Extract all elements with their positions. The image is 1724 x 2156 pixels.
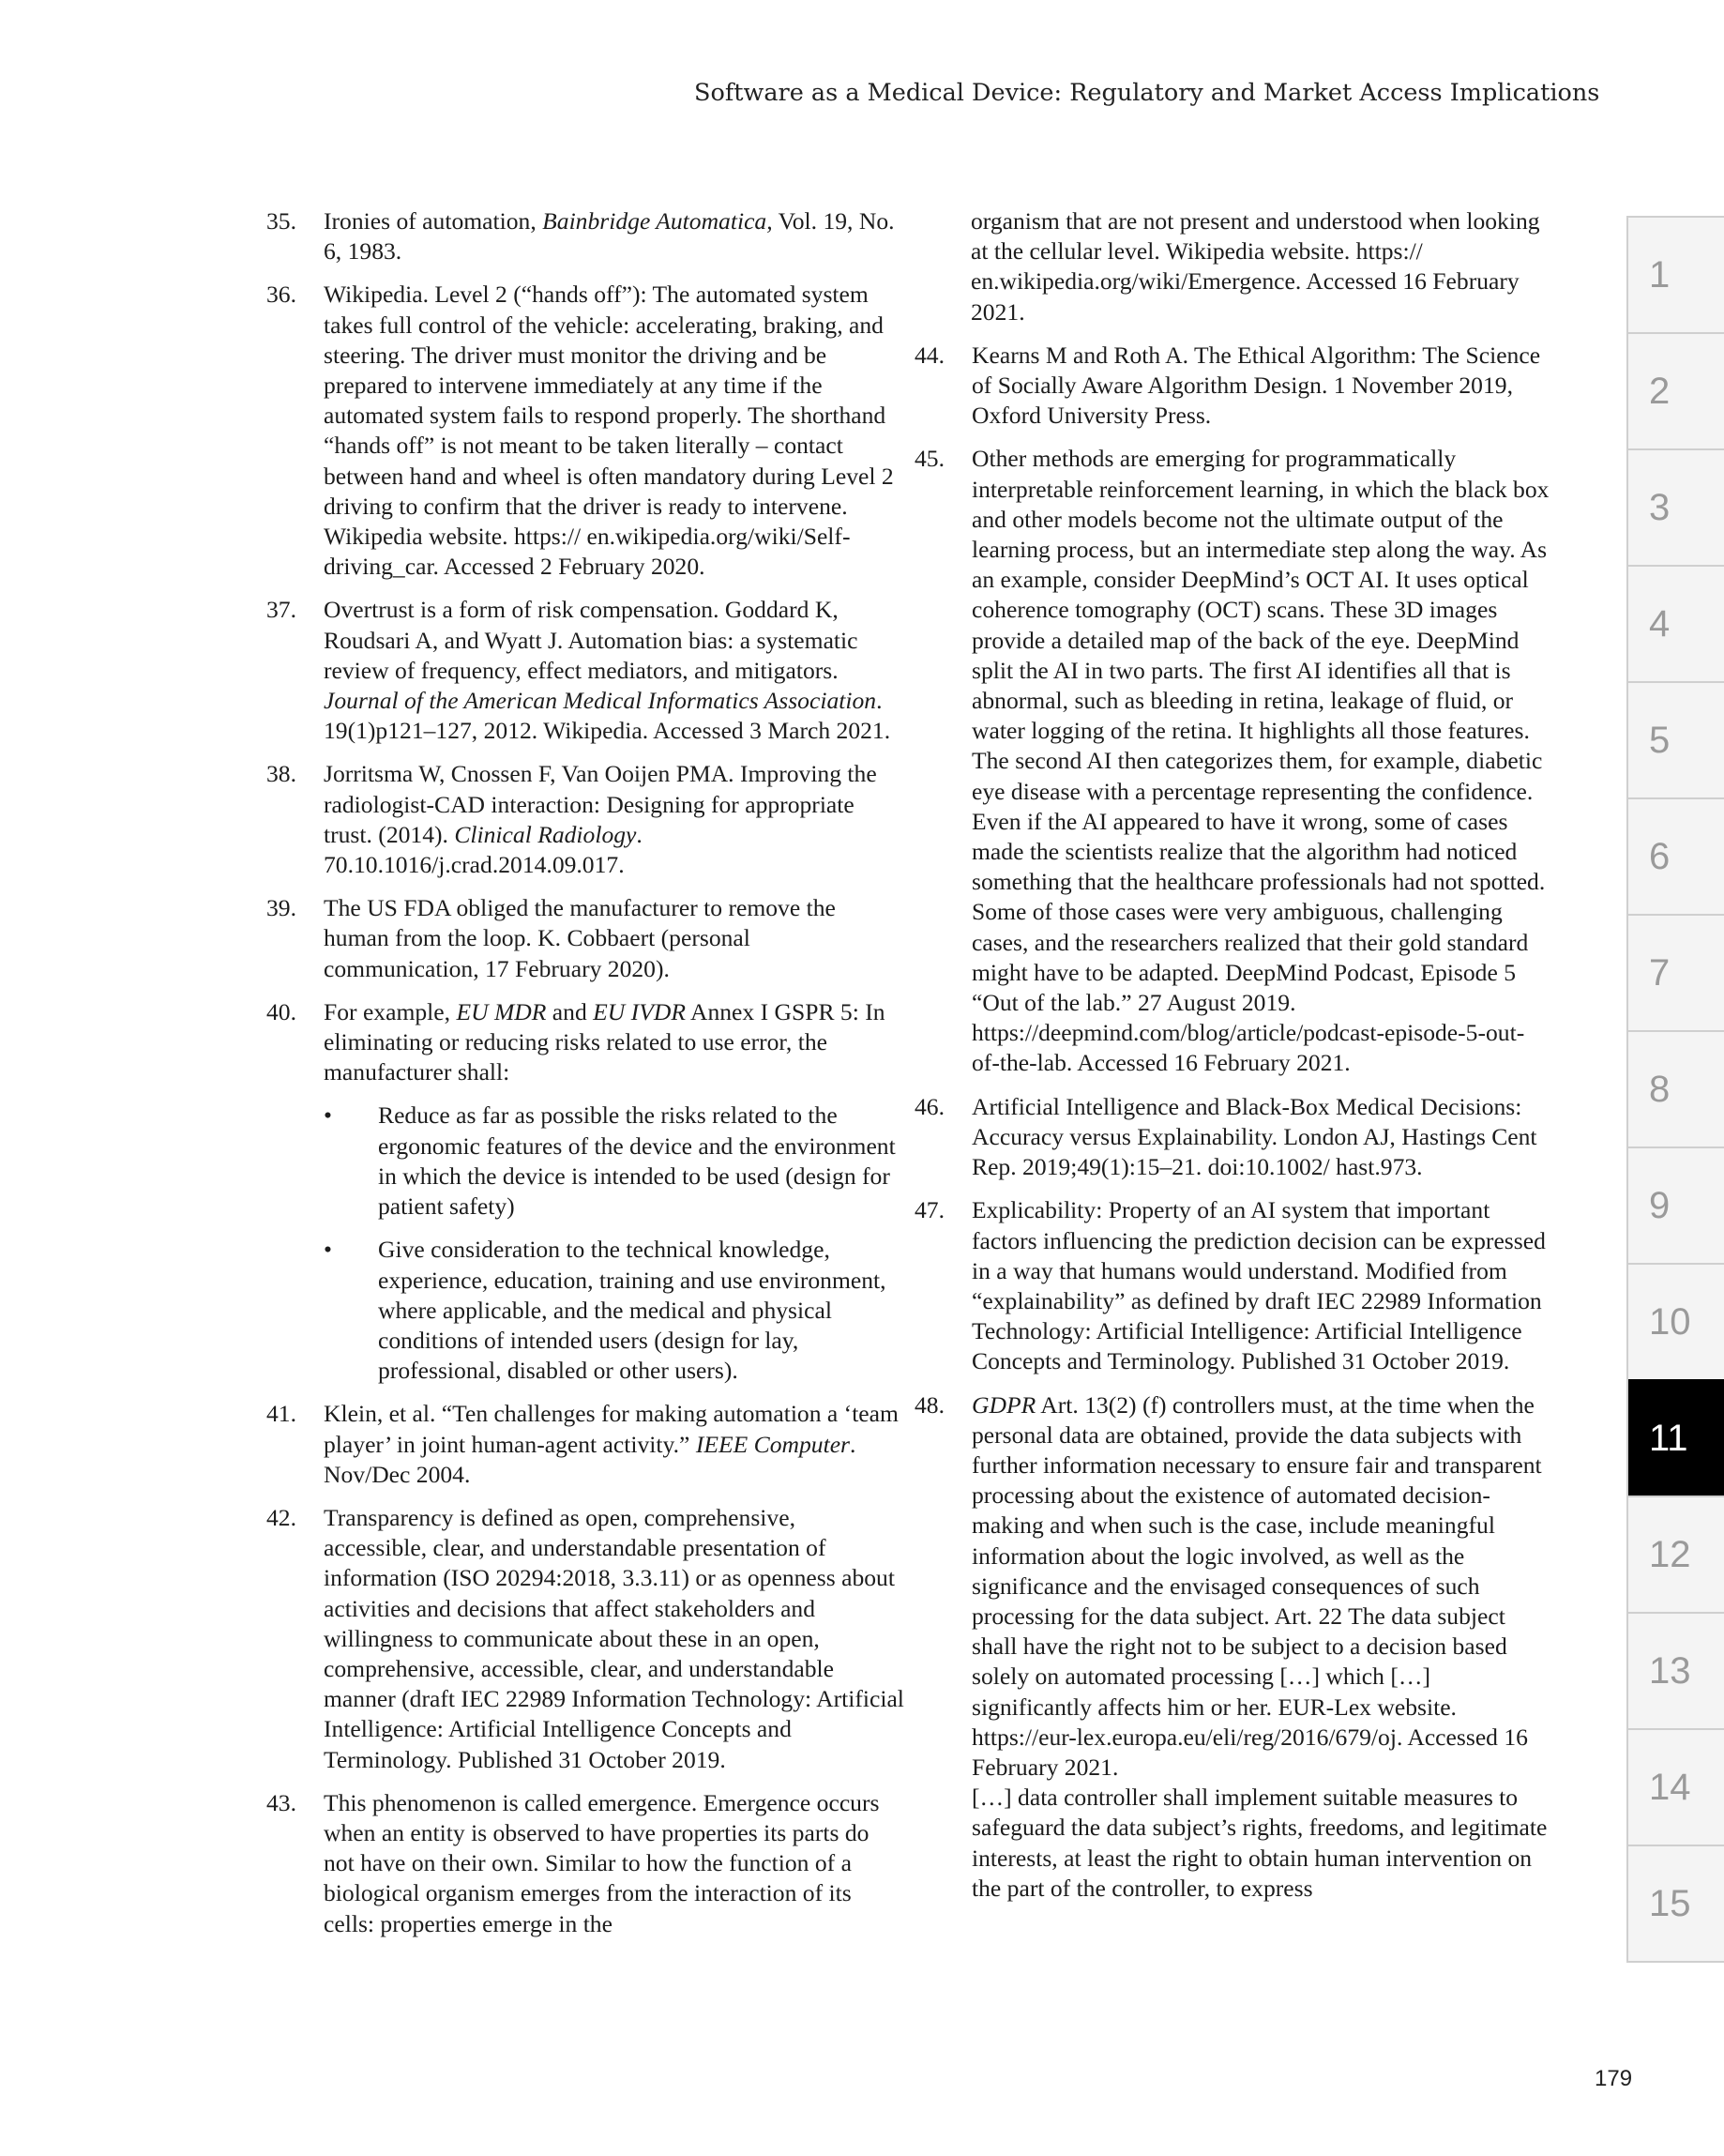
endnote-number: 44. <box>915 341 945 369</box>
chapter-tab-4[interactable]: 4 <box>1628 565 1724 681</box>
running-header: Software as a Medical Device: Regulatory and Market Access Implications <box>694 79 1600 107</box>
bullet-item: • Reduce as far as possible the risks related to the ergonomic features of the device and the environment in which the device is intended to be used (design for patient safety) <box>324 1101 896 1221</box>
endnote-text: GDPR Art. 13(2) (f) controllers must, at the time when the personal data are obtained, provide the data subjects with further information necessary to ensure fair and transparent processing about the existence of automated decision-making and when such is the case, include meaningful information about the logic involved, as well as the significance and the envisaged consequences of such processing for the data subject. Art. 22 The data subject shall have the right not to be subject to a decision based solely on automated processing […] which […] significantly affects him or her. EUR-Lex website. https://eur-lex.europa.eu/eli/reg/2016/679/oj. Accessed 16 February 2021. <box>972 1390 1542 1781</box>
endnote-42 <box>266 1503 904 1775</box>
endnote-text: Wikipedia. Level 2 (“hands off”): The automated system takes full control of the vehicle: accelerating, braking, and steering. The driver must monitor the driving and be prepared to intervene immediately at any time if the automated system fails to respond properly. The shorthand “hands off” is not meant to be taken literally – contact between hand and wheel is often mandatory during Level 2 driving to confirm that the driver is ready to intervene. Wikipedia website. https:// en.wikipedia.org/wiki/Self-driving_car. Accessed 2 February 2020. <box>324 281 894 581</box>
endnote-number: 40. <box>266 997 296 1025</box>
endnote-text: Transparency is defined as open, comprehensive, accessible, clear, and understandable presentation of information (ISO 20294:2018, 3.3.11) or as openness about activities and decisions that affect stakeholders and willingness to communicate about these in an open, comprehensive, accessible, clear, and understandable manner (draft IEC 22989 Information Technology: Artificial Intelligence: Artificial Intelligence Concepts and Terminology. Published 31 October 2019. <box>324 1503 904 1773</box>
bullet-item: • Give consideration to the technical knowledge, experience, education, training and use environment, where applicable, and the medical and physical conditions of intended users (design for lay, professional, disabled or other users). <box>324 1236 886 1385</box>
continued-note-text: organism that are not present and understood when looking at the cellular level. Wikipedia website. https:// en.wikipedia.org/wiki/Emergence. Accessed 16 February 2021. <box>971 207 1540 326</box>
endnote-number: 38. <box>266 760 296 788</box>
endnote-number: 37. <box>266 596 296 624</box>
endnote-40 <box>266 997 904 1386</box>
chapter-tab-2[interactable]: 2 <box>1628 332 1724 448</box>
endnote-number: 42. <box>266 1503 296 1531</box>
endnote-text: This phenomenon is called emergence. Emergence occurs when an entity is observed to have properties its parts do not have on their own. Similar to how the function of a biological organism emerges from the interaction of its cells: properties emerge in the <box>324 1788 880 1937</box>
endnote-text: Explicability: Property of an AI system that important factors influencing the prediction decision can be expressed in a way that humans would understand. Modified from “explainability” as defined by draft IEC 22989 Information Technology: Artificial Intelligence: Artificial Intelligence Concepts and Terminology. Published 31 October 2019. <box>972 1196 1546 1375</box>
endnote-text: Ironies of automation, Bainbridge Automatica, Vol. 19, No. 6, 1983. <box>324 207 895 266</box>
endnote-36 <box>266 280 904 582</box>
chapter-tab-11[interactable]: 11 <box>1628 1379 1724 1496</box>
endnote-text: Overtrust is a form of risk compensation. Goddard K, Roudsari A, and Wyatt J. Automation bias: a systematic review of frequency, effect mediators, and mitigators. Journal of the American Medical Informatics Association. 19(1)p121–127, 2012. Wikipedia. Accessed 3 March 2021. <box>324 596 891 745</box>
chapter-tab-9[interactable]: 9 <box>1628 1146 1724 1263</box>
endnote-35 <box>266 206 904 266</box>
endnote-text: For example, EU MDR and EU IVDR Annex I GSPR 5: In eliminating or reducing risks related to use error, the manufacturer shall: <box>324 997 885 1086</box>
endnote-47 <box>915 1195 1552 1376</box>
endnote-number: 46. <box>915 1092 945 1120</box>
endnote-number: 45. <box>915 445 945 473</box>
endnote-number: 48. <box>915 1390 945 1419</box>
endnote-extra-paragraph: […] data controller shall implement suitable measures to safeguard the data subject’s rights, freedoms, and legitimate interests, at least the right to obtain human intervention on the part of the controller, to express <box>972 1784 1548 1902</box>
left-column <box>266 206 904 1952</box>
chapter-tab-3[interactable]: 3 <box>1628 448 1724 565</box>
chapter-tab-13[interactable]: 13 <box>1628 1612 1724 1728</box>
chapter-tab-6[interactable]: 6 <box>1628 797 1724 914</box>
chapter-tab-15[interactable]: 15 <box>1628 1845 1724 1963</box>
right-column <box>915 206 1552 1917</box>
endnote-text: Other methods are emerging for programmatically interpretable reinforcement learning, in which the black box and other models become not the ultimate output of the learning process, but an intermediate step along the way. As an example, consider DeepMind’s OCT AI. It uses optical coherence tomography (OCT) scans. These 3D images provide a detailed map of the back of the eye. DeepMind split the AI in two parts. The first AI identifies all that is abnormal, such as bleeding in retina, leakage of fluid, or water logging of the retina. It highlights all those features. The second AI then categorizes them, for example, diabetic eye disease with a percentage representing the confidence. Even if the AI appeared to have it wrong, some of cases made the scientists realize that the algorithm had noticed something that the healthcare professionals had not spotted. Some of those cases were very ambiguous, challenging cases, and the researchers realized that their gold standard might have to be adapted. DeepMind Podcast, Episode 5 “Out of the lab.” 27 August 2019. https://deepmind.com/blog/article/podcast-episode-5-out-of-the-lab. Accessed 16 February 2021. <box>972 445 1550 1077</box>
bullet-dot-icon: • <box>324 1101 332 1130</box>
endnote-number: 35. <box>266 207 296 235</box>
endnote-37 <box>266 595 904 746</box>
endnote-46 <box>915 1092 1552 1183</box>
bullet-list <box>324 1101 904 1386</box>
endnote-text: Kearns M and Roth A. The Ethical Algorithm: The Science of Socially Aware Algorithm Design. 1 November 2019, Oxford University Press. <box>972 341 1541 430</box>
chapter-tab-12[interactable]: 12 <box>1628 1496 1724 1612</box>
endnote-number: 36. <box>266 281 296 309</box>
endnote-41 <box>266 1399 904 1490</box>
endnote-number: 43. <box>266 1788 296 1816</box>
endnote-text: Artificial Intelligence and Black-Box Medical Decisions: Accuracy versus Explainability. London AJ, Hastings Cent Rep. 2019;49(1):15–21. doi:10.1002/ hast.973. <box>972 1092 1537 1181</box>
endnote-number: 41. <box>266 1400 296 1428</box>
chapter-tab-8[interactable]: 8 <box>1628 1030 1724 1146</box>
endnote-38 <box>266 759 904 880</box>
bullet-dot-icon: • <box>324 1236 332 1264</box>
endnote-text: Jorritsma W, Cnossen F, Van Ooijen PMA. Improving the radiologist-CAD interaction: Designing for appropriate trust. (2014). Clinical Radiology. 70.10.1016/j.crad.2014.09.017. <box>324 760 877 879</box>
endnote-text: The US FDA obliged the manufacturer to remove the human from the loop. K. Cobbaert (personal communication, 17 February 2020). <box>324 894 836 982</box>
endnote-number: 39. <box>266 894 296 922</box>
endnote-48 <box>915 1390 1552 1904</box>
chapter-tabs <box>1626 216 1724 1963</box>
page-number: 179 <box>1595 2066 1633 2091</box>
endnote-43 <box>266 1788 904 1939</box>
endnote-text: Klein, et al. “Ten challenges for making automation a ‘team player’ in joint human-agent activity.” IEEE Computer. Nov/Dec 2004. <box>324 1400 899 1488</box>
endnote-number: 47. <box>915 1196 945 1224</box>
chapter-tab-1[interactable]: 1 <box>1628 216 1724 332</box>
chapter-tab-14[interactable]: 14 <box>1628 1728 1724 1845</box>
endnote-39 <box>266 893 904 984</box>
chapter-tab-10[interactable]: 10 <box>1628 1263 1724 1379</box>
chapter-tab-7[interactable]: 7 <box>1628 914 1724 1030</box>
endnote-45 <box>915 444 1552 1078</box>
chapter-tab-5[interactable]: 5 <box>1628 681 1724 797</box>
endnote-44 <box>915 341 1552 432</box>
